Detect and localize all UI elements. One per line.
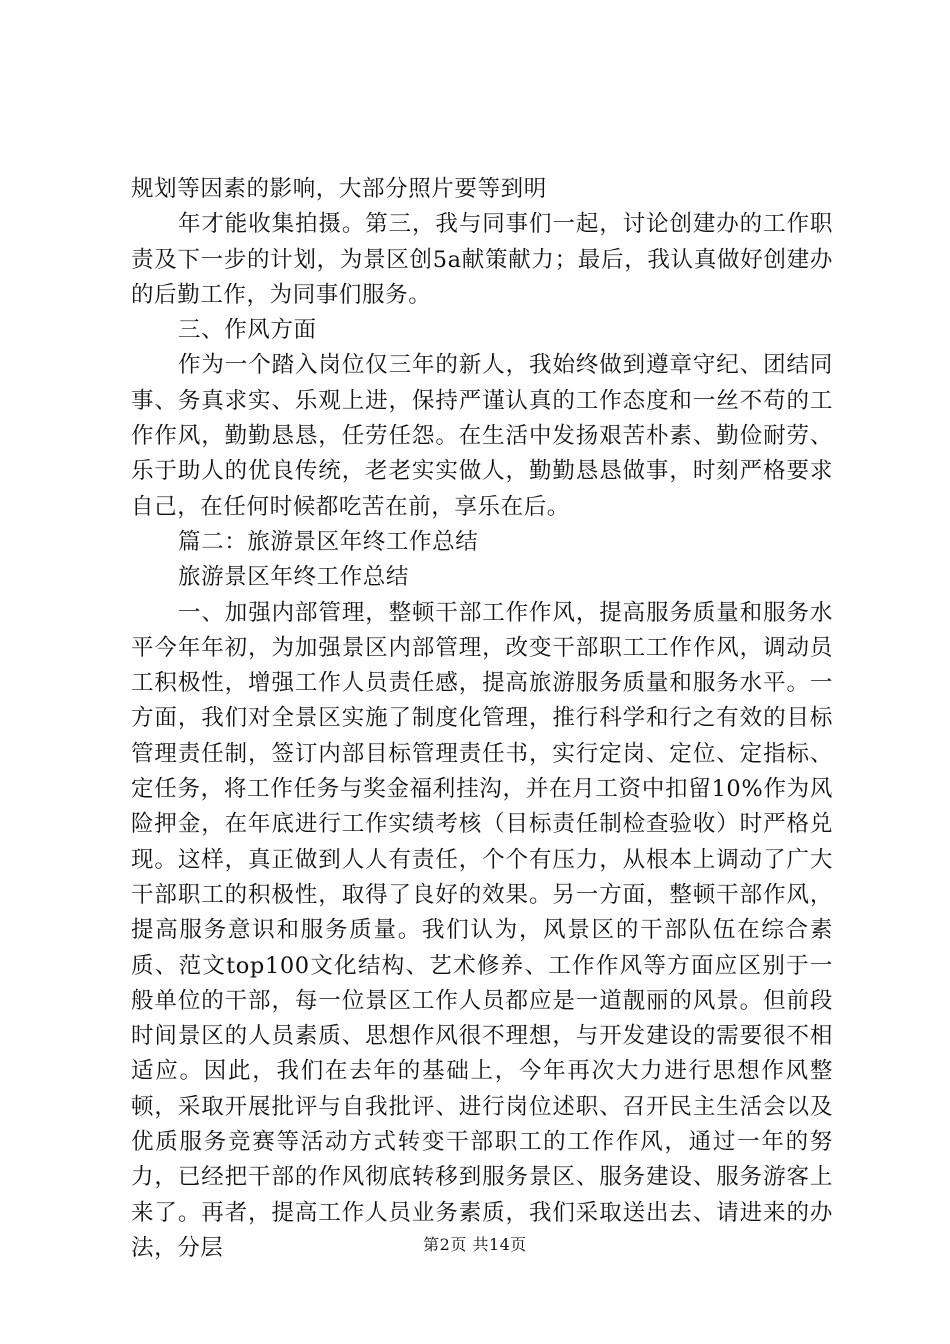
paragraph-2: 年才能收集拍摄。第三，我与同事们一起，讨论创建办的工作职责及下一步的计划，为景区创5a献策献力；最后，我认真做好创建办的后勤工作，为同事们服务。 (131, 211, 833, 308)
paragraph-3: 作为一个踏入岗位仅三年的新人，我始终做到遵章守纪、团结同事、务真求实、乐观上进，保持严谨认真的工作态度和一丝不苟的工作作风，勤勤恳恳，任劳任怨。在生活中发扬艰苦朴素、勤俭耐劳、乐于助人的优良传统，老老实实做人，勤勤恳恳做事，时刻严格要求自己，在任何时候都吃苦在前，享乐在后。 (131, 352, 833, 520)
paragraph-1: 规划等因素的影响，大部分照片要等到明 (131, 176, 547, 202)
chapter-title: 旅游景区年终工作总结 (178, 564, 410, 591)
chapter-heading: 篇二：旅游景区年终工作总结 (178, 528, 479, 555)
document-body (131, 172, 833, 1266)
paragraph-4: 一、加强内部管理，整顿干部工作作风，提高服务质量和服务水平今年年初，为加强景区内部管理，改变干部职工工作作风，调动员工积极性，增强工作人员责任感，提高旅游服务质量和服务水平。一方面，我们对全景区实施了制度化管理，推行科学和行之有效的目标管理责任制，签订内部目标管理责任书，实行定岗、定位、定指标、定任务，将工作任务与奖金福利挂沟，并在月工资中扣留10%作为风险押金，在年底进行工作实绩考核（目标责任制检查验收）时严格兑现。这样，真正做到人人有责任，个个有压力，从根本上调动了广大干部职工的积极性，取得了良好的效果。另一方面，整顿干部作风，提高服务意识和服务质量。我们认为，风景区的干部队伍在综合素质、范文top100文化结构、艺术修养、工作作风等方面应区别于一般单位的干部，每一位景区工作人员都应是一道靓丽的风景。但前段时间景区的人员素质、思想作风很不理想，与开发建设的需要很不相适应。因此，我们在去年的基础上，今年再次大力进行思想作风整顿，采取开展批评与自我批评、进行岗位述职、召开民主生活会以及优质服务竞赛等活动方式转变干部职工的工作作风，通过一年的努力，已经把干部的作风彻底转移到服务景区、服务建设、服务游客上来了。再者，提高工作人员业务素质，我们采取送出去、请进来的办法，分层 (131, 599, 833, 1261)
page-number-footer: 第2页 共14页 (423, 1235, 527, 1254)
section-heading-style: 三、作风方面 (178, 317, 317, 344)
